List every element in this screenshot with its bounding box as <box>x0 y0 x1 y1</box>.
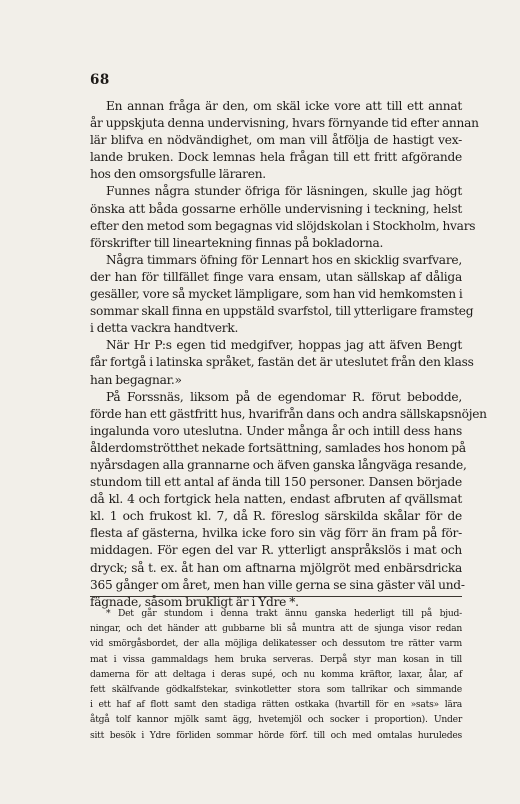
text-line: i detta vackra handtverk. <box>90 321 239 336</box>
footnote-line: sitt besök i Ydre förliden sommar hörde förf. till och med omtalas huruledes <box>90 729 462 741</box>
footnote-line: mat i vissa gammaldags hem bruka serveras. Derpå styr man kosan in till <box>90 653 462 665</box>
footnote-divider <box>90 596 462 597</box>
text-line: han begagnar.» <box>90 372 182 387</box>
text-line: fägnade, såsom brukligt är i Ydre *. <box>90 594 299 609</box>
text-line: år uppskjuta denna undervisning, hvars förnyande tid efter annan <box>90 116 479 131</box>
footnote-line: åtgå tolf kannor mjölk samt ägg, hvetemjöl och socker i proportion). Under <box>90 714 462 726</box>
text-line: På Forssnäs, liksom på de egendomar R. förut bebodde, <box>106 389 462 404</box>
footnote-line: ningar, och det händer att gubbarne bli så muntra att de sjunga visor redan <box>90 623 462 635</box>
footnote-line: * Det går stundom i denna trakt ännu ganska hederligt till på bjud- <box>106 608 462 619</box>
text-line: kl. 1 och frukost kl. 7, då R. föreslog särskilda skålar för de <box>90 509 462 524</box>
page-number: 68 <box>90 72 110 88</box>
text-line: Några timmars öfning för Lennart hos en skicklig svarfvare, <box>106 252 462 267</box>
text-line: hos den omsorgsfulle läraren. <box>90 167 266 182</box>
footnote-line: i ett haf af flott samt den stadiga rätten ostkaka (hvartill för en »sats» lära <box>90 699 462 711</box>
footnote-line: vid smörgåsbordet, der alla möjliga delikatesser och dessutom tre rätter varm <box>90 638 462 650</box>
text-line: önska att båda gossarne erhölle undervisning i teckning, helst <box>90 201 462 216</box>
text-line: får fortgå i latinska språket, fastän det är uteslutet från den klass <box>90 355 474 370</box>
text-line: förde han ett gästfritt hus, hvarifrån dans och andra sällskapsnöjen <box>90 406 487 421</box>
text-line: stundom till ett antal af ända till 150 personer. Dansen började <box>90 475 462 490</box>
footnote-line: fett skälfvande gödkalfstekar, svinkotletter stora som tallrikar och simmande <box>90 683 462 695</box>
text-line: lande bruken. Dock lemnas hela frågan till ett fritt afgörande <box>90 150 462 165</box>
text-line: ålderdomströtthet nekade fortsättning, samlades hos honom på <box>90 440 466 455</box>
text-line: ingalunda voro uteslutna. Under många år och intill dess hans <box>90 423 462 438</box>
text-line: middagen. För egen del var R. ytterligt anspråkslös i mat och <box>90 543 462 558</box>
text-line: sommar skall finna en uppstäld svarfstol, till ytterligare framsteg <box>90 304 474 319</box>
text-line: flesta af gästerna, hvilka icke foro sin väg förr än fram på för- <box>90 526 462 541</box>
text-line: När Hr P:s egen tid medgifver, hoppas jag att äfven Bengt <box>106 338 462 353</box>
footnote-line: damerna för att deltaga i deras supé, och nu komma kräftor, laxar, ålar, af <box>90 668 462 680</box>
body-text <box>90 98 487 611</box>
text-line: efter den metod som begagnas vid slöjdskolan i Stockholm, hvars <box>90 218 476 233</box>
text-line: 365 gånger om året, men han ville gerna se sina gäster väl und- <box>90 577 465 592</box>
text-line: Funnes några stunder öfriga för läsningen, skulle jag högt <box>106 184 462 199</box>
text-line: dryck; så t. ex. åt han om aftnarna mjölgröt med enbärsdricka <box>90 560 462 575</box>
text-line: En annan fråga är den, om skäl icke vore att till ett annat <box>106 99 462 113</box>
text-line: nyårsdagen alla grannarne och äfven ganska långväga resande, <box>90 457 467 472</box>
footnote <box>90 606 462 743</box>
text-line: der han för tillfället finge vara ensam, utan sällskap af dåliga <box>90 269 462 284</box>
text-line: då kl. 4 och fortgick hela natten, endast afbruten af qvällsmat <box>90 492 462 507</box>
text-line: förskrifter till lineartekning finnas på bokladorna. <box>90 235 384 250</box>
text-line: lär blifva en nödvändighet, om man vill åtfölja de hastigt vex- <box>90 133 462 148</box>
text-line: gesäller, vore så mycket lämpligare, som han vid hemkomsten i <box>90 287 463 302</box>
